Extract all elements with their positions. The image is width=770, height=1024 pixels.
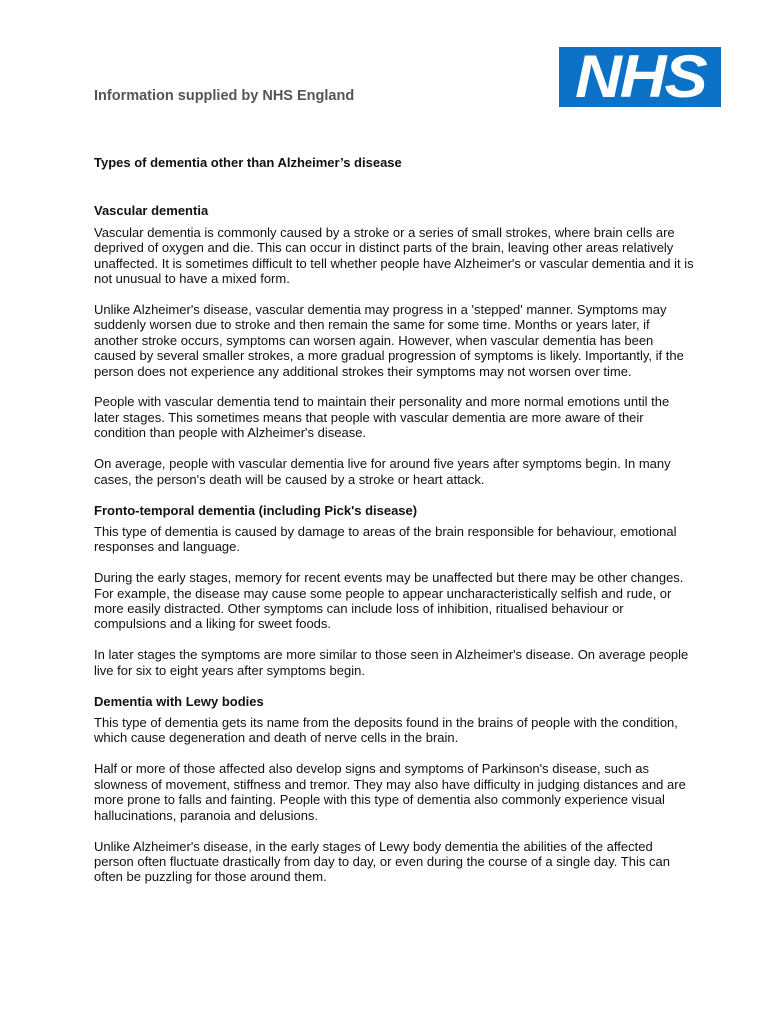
section-lewy-bodies: [94, 694, 694, 885]
paragraph: Half or more of those affected also develop signs and symptoms of Parkinson's disease, such as slowness of movement, stiffness and tremor. They may also have difficulty in judging distances and are more prone to falls and fainting. People with this type of dementia also commonly experience visual hallucinations, paranoia and delusions.: [94, 761, 686, 823]
paragraph: Unlike Alzheimer's disease, in the early stages of Lewy body dementia the abilities of the affected person often fluctuate drastically from day to day, or even during the course of a single day. This can often be puzzling for those around them.: [94, 838, 670, 885]
paragraph: On average, people with vascular dementia live for around five years after symptoms begin. In many cases, the person's death will be caused by a stroke or heart attack.: [94, 456, 671, 487]
nhs-logo-text: NHS: [574, 47, 706, 107]
section-heading: Fronto-temporal dementia (including Pick's disease): [94, 502, 418, 518]
paragraph: Vascular dementia is commonly caused by a stroke or a series of small strokes, where brain cells are deprived of oxygen and die. This can occur in distinct parts of the brain, leaving other areas relatively unaffected. It is sometimes difficult to tell whether people have Alzheimer's or vascular dementia and it is not unusual to have a mixed form.: [94, 224, 694, 287]
paragraph: This type of dementia is caused by damage to areas of the brain responsible for behaviour, emotional responses and language.: [94, 523, 677, 555]
paragraph: Unlike Alzheimer's disease, vascular dementia may progress in a 'stepped' manner. Symptoms may suddenly worsen due to stroke and then remain the same for some time. Months or years later, if another stroke occurs, symptoms can worsen again. However, when vascular dementia has been caused by several smaller strokes, a more gradual progression of symptoms is likely. Importantly, if the person does not experience any additional strokes their symptoms may not worsen over time.: [94, 301, 684, 379]
paragraph: In later stages the symptoms are more similar to those seen in Alzheimer's disease. On average people live for six to eight years after symptoms begin.: [94, 647, 689, 678]
nhs-logo: [559, 47, 721, 107]
section-heading: Vascular dementia: [94, 203, 209, 219]
paragraph: People with vascular dementia tend to maintain their personality and more normal emotions until the later stages. This sometimes means that people with vascular dementia are more aware of their condition than people with Alzheimer's disease.: [94, 394, 670, 441]
paragraph: This type of dementia gets its name from the deposits found in the brains of people with the condition, which cause degeneration and death of nerve cells in the brain.: [94, 715, 678, 746]
paragraph: During the early stages, memory for recent events may be unaffected but there may be other changes. For example, the disease may cause some people to appear uncharacteristically selfish and rude, or more easily distracted. Other symptoms can include loss of inhibition, ritualised behaviour or compulsions and a liking for sweet foods.: [94, 570, 684, 632]
document-body: [94, 155, 694, 900]
section-fronto-temporal-dementia: [94, 503, 694, 679]
source-line: Information supplied by NHS England: [94, 88, 355, 104]
document-title: Types of dementia other than Alzheimer’s disease: [94, 155, 402, 170]
section-heading: Dementia with Lewy bodies: [94, 693, 264, 709]
section-vascular-dementia: [94, 203, 694, 487]
